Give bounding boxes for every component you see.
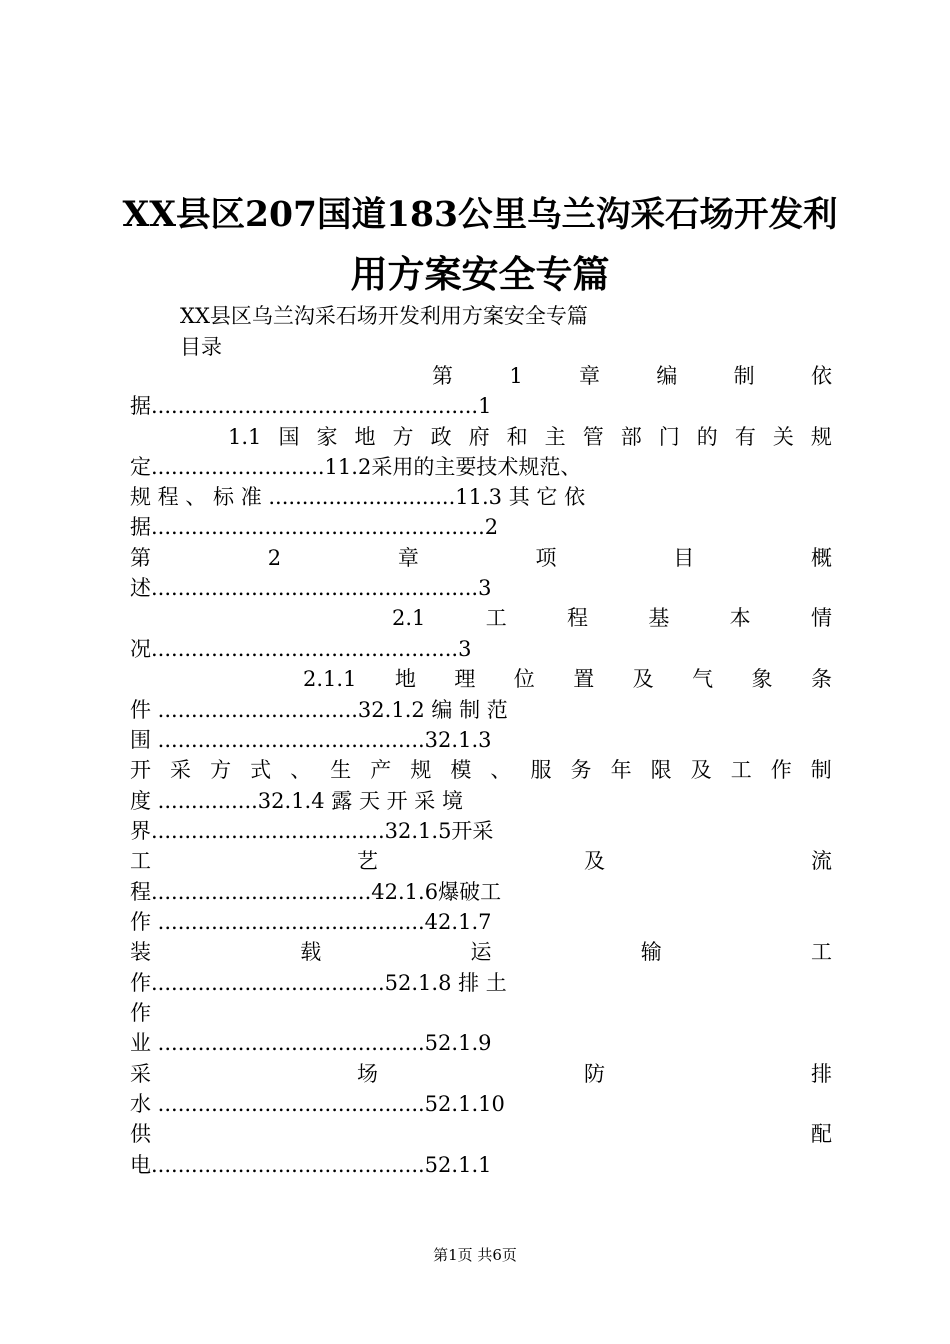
toc-line: 程.................................42.1.6爆破工 <box>130 880 502 904</box>
toc-line: 件 ..............................32.1.2 编 制 范 <box>130 698 508 722</box>
toc-line: 业 ........................................52.1.9 <box>130 1031 492 1055</box>
toc-line: 2.1 工 程 基 本 情 <box>392 606 832 630</box>
toc-line: 据.................................................1 <box>130 394 492 418</box>
toc-line: 述.................................................3 <box>130 576 492 600</box>
toc-line: 况..............................................3 <box>130 637 472 661</box>
toc-line: 开 采 方 式 、 生 产 规 模 、 服 务 年 限 及 工 作 制 <box>130 758 832 782</box>
toc-line: 供 配 <box>130 1122 832 1146</box>
document-title-line-1: XX县区207国道183公里乌兰沟采石场开发利 <box>122 195 838 235</box>
toc-line: 作 ........................................42.1.7 <box>130 910 492 934</box>
toc-heading: 目录 <box>180 335 222 359</box>
toc-line: 工 艺 及 流 <box>130 849 832 873</box>
page-footer: 第1页 共6页 <box>433 1246 517 1264</box>
toc-line: 围 ........................................32.1.3 <box>130 728 492 752</box>
toc-line: 采 场 防 排 <box>130 1062 832 1086</box>
document-title-line-2: 用方案安全专篇 <box>350 252 610 296</box>
toc-line: 装 载 运 输 工 <box>130 940 832 964</box>
toc-line: 度 ...............32.1.4 露 天 开 采 境 <box>130 789 463 813</box>
toc-line: 第 2 章 项 目 概 <box>130 546 832 570</box>
toc-line: 水 ........................................52.1.10 <box>130 1092 505 1116</box>
toc-line: 作 <box>130 1001 151 1025</box>
toc-line: 2.1.1 地 理 位 置 及 气 象 条 <box>303 667 832 691</box>
toc-line: 第 1 章 编 制 依 <box>432 364 832 388</box>
toc-line: 规 程 、 标 准 ............................11.3 其 它 依 <box>130 485 586 509</box>
toc-line: 1.1 国 家 地 方 政 府 和 主 管 部 门 的 有 关 规 <box>228 425 832 449</box>
toc-line: 作...................................52.1.8 排 土 <box>130 971 507 995</box>
toc-line: 电.........................................52.1.1 <box>130 1153 492 1177</box>
toc-line: 定..........................11.2采用的主要技术规范、 <box>130 455 582 479</box>
toc-line: 据..................................................2 <box>130 515 499 539</box>
document-subtitle: XX县区乌兰沟采石场开发利用方案安全专篇 <box>180 304 588 328</box>
toc-line: 界...................................32.1.5开采 <box>130 819 494 843</box>
